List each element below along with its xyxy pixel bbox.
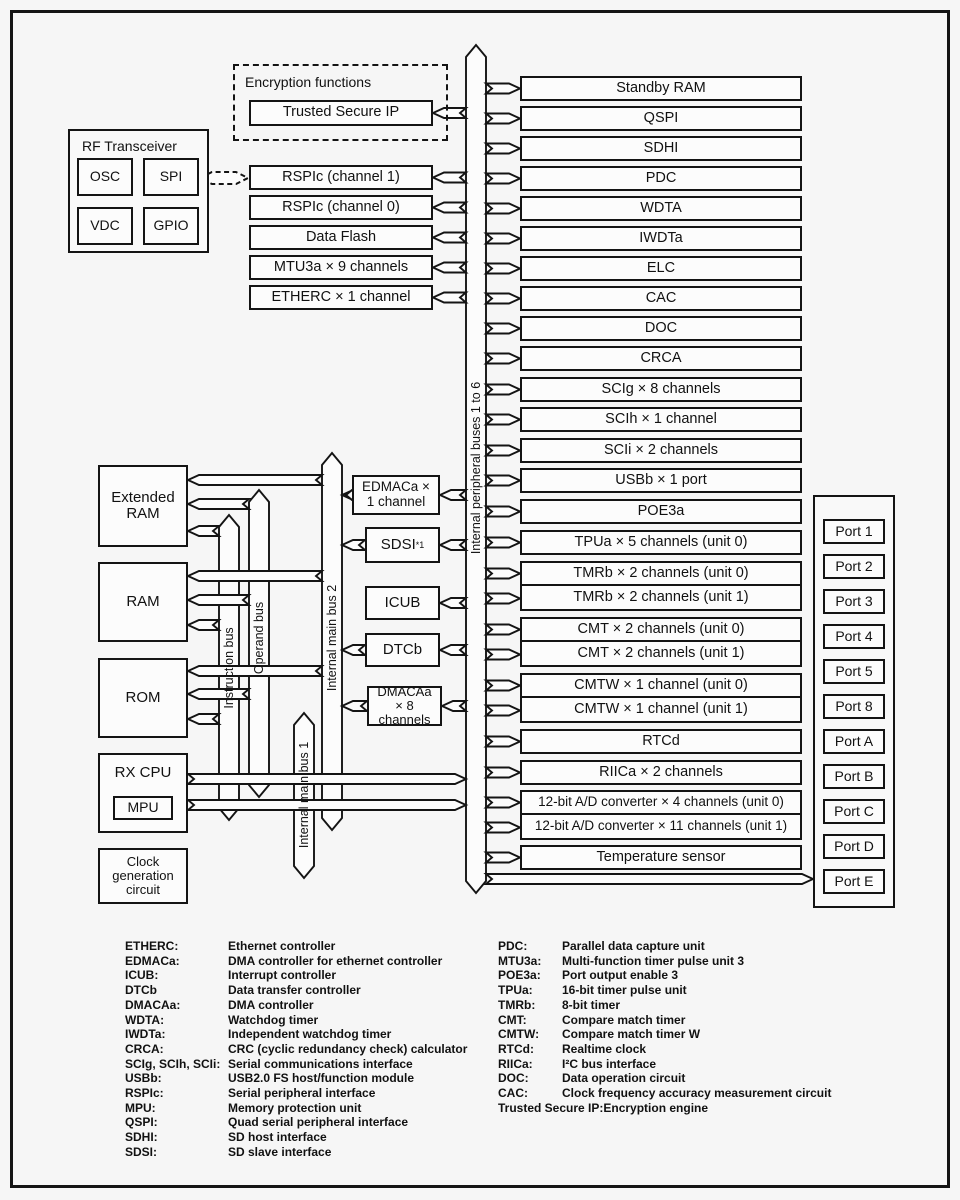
legend-term: WDTA: bbox=[125, 1012, 165, 1027]
peripheral-block-iwdta: IWDTa bbox=[520, 226, 802, 251]
legend-term: USBb: bbox=[125, 1071, 162, 1086]
legend-definition: Quad serial peripheral interface bbox=[228, 1115, 409, 1130]
peripheral-block-elc: ELC bbox=[520, 256, 802, 281]
legend-row-etherc bbox=[125, 939, 490, 954]
legend-definition: Watchdog timer bbox=[228, 1012, 319, 1027]
peripheral-block-cmt-2-channels-unit-0: CMT × 2 channels (unit 0) bbox=[520, 617, 802, 642]
peripheral-block-scii-2-channels: SCIi × 2 channels bbox=[520, 438, 802, 463]
legend-row-sdsi bbox=[125, 1145, 490, 1160]
bus-label-instruction: Instruction bus bbox=[222, 627, 236, 709]
legend-row-sdhi bbox=[125, 1130, 490, 1145]
peripheral-block-wdta: WDTA bbox=[520, 196, 802, 221]
legend-term: RTCd: bbox=[498, 1041, 534, 1056]
legend-definition: 16-bit timer pulse unit bbox=[562, 983, 687, 998]
legend-term: ETHERC: bbox=[125, 939, 179, 953]
block-clock-generation-circuit: Clock generation circuit bbox=[98, 848, 188, 904]
legend-term: CMT: bbox=[498, 1012, 527, 1027]
legend-row-usbb bbox=[125, 1071, 490, 1086]
block-vdc: VDC bbox=[77, 207, 133, 245]
legend-row-edmaca bbox=[125, 954, 490, 969]
port-block-port-8: Port 8 bbox=[823, 694, 885, 719]
port-block-port-1: Port 1 bbox=[823, 519, 885, 544]
port-block-port-4: Port 4 bbox=[823, 624, 885, 649]
legend-row-dmacaa bbox=[125, 998, 490, 1013]
legend-row-trusted-secure-ip bbox=[498, 1101, 918, 1116]
block-edmaca-1-channel: EDMACa × 1 channel bbox=[352, 475, 440, 515]
peripheral-block-cac: CAC bbox=[520, 286, 802, 311]
block-spi: SPI bbox=[143, 158, 199, 196]
legend-row-rtcd bbox=[498, 1042, 918, 1057]
legend-definition: Serial communications interface bbox=[228, 1056, 413, 1071]
peripheral-block-standby-ram: Standby RAM bbox=[520, 76, 802, 101]
legend-row-tpua bbox=[498, 983, 918, 998]
rf-transceiver-label: RF Transceiver bbox=[82, 138, 177, 154]
legend-term: DOC: bbox=[498, 1071, 529, 1086]
legend-definition: SD host interface bbox=[228, 1130, 327, 1145]
block-sdsi: SDSI *1 bbox=[365, 527, 440, 563]
block-trusted-secure-ip: Trusted Secure IP bbox=[249, 100, 433, 126]
legend-row-riica bbox=[498, 1057, 918, 1072]
block-etherc-1-channel: ETHERC × 1 channel bbox=[249, 285, 433, 310]
block-ram: RAM bbox=[98, 562, 188, 642]
legend-definition: Independent watchdog timer bbox=[228, 1027, 392, 1042]
legend-row-mtu3a bbox=[498, 954, 918, 969]
peripheral-block-temperature-sensor: Temperature sensor bbox=[520, 845, 802, 870]
legend-term: QSPI: bbox=[125, 1115, 158, 1130]
peripheral-block-usbb-1-port: USBb × 1 port bbox=[520, 468, 802, 493]
legend-term: RIICa: bbox=[498, 1056, 533, 1071]
port-block-port-3: Port 3 bbox=[823, 589, 885, 614]
legend-term: TPUa: bbox=[498, 983, 533, 998]
block-osc: OSC bbox=[77, 158, 133, 196]
legend-definition: Multi-function timer pulse unit 3 bbox=[562, 953, 744, 968]
legend-term: RSPIc: bbox=[125, 1086, 164, 1101]
block-mtu3a-9-channels: MTU3a × 9 channels bbox=[249, 255, 433, 280]
peripheral-block-12-bit-a-d-converter-4-channels-unit-0: 12-bit A/D converter × 4 channels (unit 0) bbox=[520, 790, 802, 815]
block-gpio: GPIO bbox=[143, 207, 199, 245]
legend-term: CRCA: bbox=[125, 1041, 164, 1056]
legend-definition: CRC (cyclic redundancy check) calculator bbox=[228, 1041, 468, 1056]
legend-row-cmt bbox=[498, 1013, 918, 1028]
port-block-port-5: Port 5 bbox=[823, 659, 885, 684]
legend-row-crca bbox=[125, 1042, 490, 1057]
port-block-port-d: Port D bbox=[823, 834, 885, 859]
legend-term: Trusted Secure IP: bbox=[498, 1100, 604, 1115]
peripheral-block-scih-1-channel: SCIh × 1 channel bbox=[520, 407, 802, 432]
legend-term: SCIg, SCIh, SCIi: bbox=[125, 1056, 221, 1071]
legend-definition: Parallel data capture unit bbox=[562, 939, 705, 953]
legend-row-tmrb bbox=[498, 998, 918, 1013]
legend-row-icub bbox=[125, 968, 490, 983]
legend-definition: Serial peripheral interface bbox=[228, 1086, 376, 1101]
bus-label-internal-main-1: Internal main bus 1 bbox=[297, 741, 311, 849]
peripheral-block-pdc: PDC bbox=[520, 166, 802, 191]
peripheral-block-crca: CRCA bbox=[520, 346, 802, 371]
legend-definition: Clock frequency accuracy measurement circuit bbox=[562, 1086, 832, 1101]
peripheral-block-qspi: QSPI bbox=[520, 106, 802, 131]
legend-right-column bbox=[498, 939, 918, 1115]
legend-term: DMACAa: bbox=[125, 997, 181, 1012]
peripheral-block-cmtw-1-channel-unit-0: CMTW × 1 channel (unit 0) bbox=[520, 673, 802, 698]
bus-label-internal-peripheral: Internal peripheral buses 1 to 6 bbox=[469, 381, 483, 555]
peripheral-block-rtcd: RTCd bbox=[520, 729, 802, 754]
peripheral-block-tmrb-2-channels-unit-1: TMRb × 2 channels (unit 1) bbox=[520, 584, 802, 611]
legend-row-iwdta bbox=[125, 1027, 490, 1042]
legend-row-wdta bbox=[125, 1013, 490, 1028]
peripheral-block-riica-2-channels: RIICa × 2 channels bbox=[520, 760, 802, 785]
block-data-flash: Data Flash bbox=[249, 225, 433, 250]
block-rspic-channel-1: RSPIc (channel 1) bbox=[249, 165, 433, 190]
legend-definition: Realtime clock bbox=[562, 1041, 647, 1056]
encryption-functions-label: Encryption functions bbox=[245, 74, 372, 90]
peripheral-block-cmt-2-channels-unit-1: CMT × 2 channels (unit 1) bbox=[520, 640, 802, 667]
legend-term: SDSI: bbox=[125, 1144, 158, 1159]
legend-row-doc bbox=[498, 1071, 918, 1086]
legend-row-qspi bbox=[125, 1115, 490, 1130]
legend-definition: Memory protection unit bbox=[228, 1100, 362, 1115]
legend-definition: Compare match timer W bbox=[562, 1027, 701, 1042]
legend-definition: 8-bit timer bbox=[562, 997, 621, 1012]
block-rx-cpu: RX CPU bbox=[98, 753, 188, 833]
block-rom: ROM bbox=[98, 658, 188, 738]
legend-definition: Compare match timer bbox=[562, 1012, 686, 1027]
legend-term: CAC: bbox=[498, 1086, 528, 1101]
bus-label-operand: Operand bus bbox=[252, 601, 266, 675]
legend-row-pdc bbox=[498, 939, 918, 954]
legend-term: TMRb: bbox=[498, 997, 536, 1012]
peripheral-block-scig-8-channels: SCIg × 8 channels bbox=[520, 377, 802, 402]
legend-term: DTCb bbox=[125, 983, 157, 998]
peripheral-block-tmrb-2-channels-unit-0: TMRb × 2 channels (unit 0) bbox=[520, 561, 802, 586]
legend-definition: SD slave interface bbox=[228, 1144, 332, 1159]
legend-row-cac bbox=[498, 1086, 918, 1101]
block-rspic-channel-0: RSPIc (channel 0) bbox=[249, 195, 433, 220]
legend-term: POE3a: bbox=[498, 968, 541, 983]
port-block-port-c: Port C bbox=[823, 799, 885, 824]
legend-definition: Interrupt controller bbox=[228, 968, 337, 983]
legend-row-mpu bbox=[125, 1101, 490, 1116]
block-mpu: MPU bbox=[113, 796, 173, 820]
legend-term: PDC: bbox=[498, 939, 528, 953]
legend-row-rspic bbox=[125, 1086, 490, 1101]
legend-definition: Data operation circuit bbox=[562, 1071, 686, 1086]
legend-row-dtcb bbox=[125, 983, 490, 998]
block-extended-ram: Extended RAM bbox=[98, 465, 188, 547]
block-icub: ICUB bbox=[365, 586, 440, 620]
legend-definition: I²C bus interface bbox=[562, 1056, 657, 1071]
peripheral-block-doc: DOC bbox=[520, 316, 802, 341]
legend-term: ICUB: bbox=[125, 968, 159, 983]
legend-definition: Port output enable 3 bbox=[562, 968, 679, 983]
legend-definition: Encryption engine bbox=[603, 1100, 709, 1115]
legend-term: MTU3a: bbox=[498, 953, 542, 968]
peripheral-block-tpua-5-channels-unit-0: TPUa × 5 channels (unit 0) bbox=[520, 530, 802, 555]
port-block-port-a: Port A bbox=[823, 729, 885, 754]
port-block-port-b: Port B bbox=[823, 764, 885, 789]
peripheral-block-12-bit-a-d-converter-11-channels-unit-1: 12-bit A/D converter × 11 channels (unit 1) bbox=[520, 813, 802, 840]
legend-term: EDMACa: bbox=[125, 953, 180, 968]
legend-definition: DMA controller for ethernet controller bbox=[228, 953, 443, 968]
legend-term: MPU: bbox=[125, 1100, 156, 1115]
legend-left-column bbox=[125, 939, 490, 1160]
legend-term: IWDTa: bbox=[125, 1027, 166, 1042]
block-dmacaa-8-channels: DMACAa × 8 channels bbox=[367, 686, 442, 726]
legend-row-scig-scih-scii bbox=[125, 1057, 490, 1072]
bus-label-internal-main-2: Internal main bus 2 bbox=[325, 584, 339, 692]
legend-definition: Data transfer controller bbox=[228, 983, 361, 998]
legend-definition: DMA controller bbox=[228, 997, 314, 1012]
block-dtcb: DTCb bbox=[365, 633, 440, 667]
port-block-port-2: Port 2 bbox=[823, 554, 885, 579]
legend-row-poe3a bbox=[498, 968, 918, 983]
legend-term: SDHI: bbox=[125, 1130, 158, 1145]
peripheral-block-sdhi: SDHI bbox=[520, 136, 802, 161]
peripheral-block-poe3a: POE3a bbox=[520, 499, 802, 524]
port-block-port-e: Port E bbox=[823, 869, 885, 894]
legend-definition: USB2.0 FS host/function module bbox=[228, 1071, 415, 1086]
legend-term: CMTW: bbox=[498, 1027, 540, 1042]
legend-definition: Ethernet controller bbox=[228, 939, 336, 953]
legend-row-cmtw bbox=[498, 1027, 918, 1042]
peripheral-block-cmtw-1-channel-unit-1: CMTW × 1 channel (unit 1) bbox=[520, 696, 802, 723]
